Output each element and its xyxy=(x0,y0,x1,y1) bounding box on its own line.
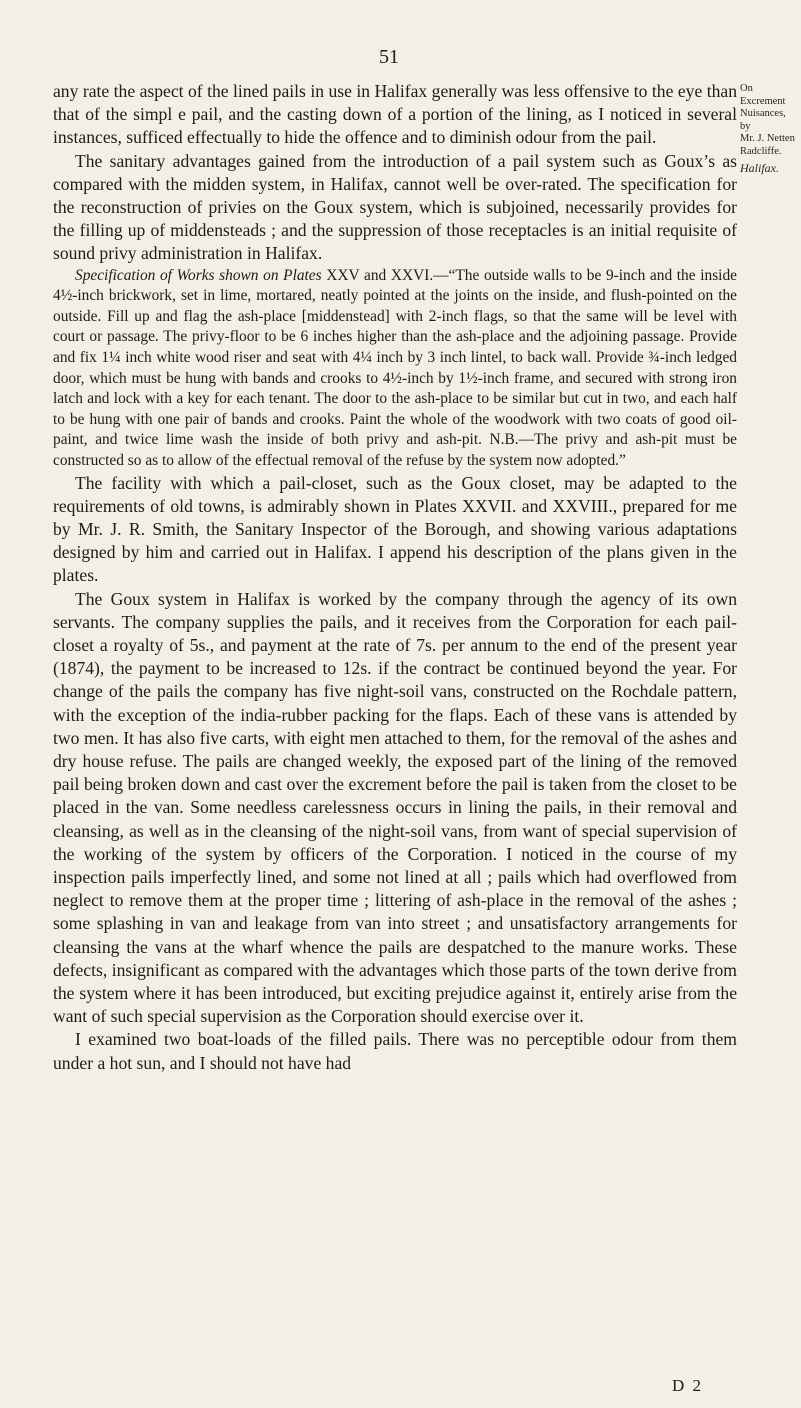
signature-mark: D 2 xyxy=(672,1376,704,1395)
paragraph: any rate the aspect of the lined pails in use in Halifax generally was less offensive to the eye than that of the simpl e pail, and the casting down of a portion of the lining, as I noticed in several instances, sufficed effectually to hide the offence and to diminish odour from the pail. xyxy=(53,81,737,148)
paragraph: The Goux system in Halifax is worked by the company through the agency of its own servants. The company supplies the pails, and it receives from the Corporation for each pail-closet a royalty of 5s., and payment at the rate of 7s. per annum to the end of the present year (1874), the payment to be increased to 12s. if the contract be continued beyond the year. For change of the pails the company has five night-soil vans, constructed on the Rochdale pattern, with the exception of the india-rubber packing for the flaps. Each of these vans is attended by two men. It has also five carts, with eight men attached to them, for the removal of the ashes and dry house refuse. The pails are changed weekly, the exposed part of the lining of the removed pail being broken down and cast over the excrement before the pail is taken from the closet to be placed in the van. Some needless carelessness occurs in lining the pails, in their removal and cleansing, as well as in the cleansing of the night-soil vans, from want of special supervision of the working of the system by officers of the Corporation. I noticed in the course of my inspection pails imperfectly lined, and some not lined at all ; pails which had overflowed from neglect to remove them at the proper time ; littering of ash-place in the removal of the ashes ; some splashing in van and leakage from van into street ; and unsatisfactory arrangements for cleansing the vans at the wharf whence the pails are despatched to the manure works. These defects, insignificant as compared with the advantages which those parts of the town derive from the system where it has been introduced, but exciting prejudice against it, entirely arise from the want of such special supervision as the Corporation should exercise over it. xyxy=(53,588,737,1027)
page-number: 51 xyxy=(379,46,399,68)
main-text xyxy=(53,80,737,1075)
margin-note xyxy=(740,83,798,175)
margin-note-line: Radcliffe. xyxy=(740,145,782,157)
paragraph: The sanitary advantages gained from the introduction of a pail system such as Goux’s as compared with the midden system, in Halifax, cannot well be over-rated. The specification for the reconstruction of privies on the Goux system, which is subjoined, necessarily provides for the filling up of middensteads ; and the suppression of those receptacles is an initial requisite of sound privy administration in Halifax. xyxy=(53,150,737,264)
margin-note-line: Mr. J. Netten xyxy=(740,133,795,144)
margin-note-place: Halifax. xyxy=(740,161,779,175)
margin-note-line: Nuisances, by xyxy=(740,108,786,132)
paragraph: The facility with which a pail-closet, such as the Goux closet, may be adapted to the requirements of old towns, is admirably shown in Plates XXVII. and XXVIII., prepared for me by Mr. J. R. Smith, the Sanitary Inspector of the Borough, and showing various adaptations designed by him and carried out in Halifax. I append his description of the plans given in the plates. xyxy=(53,472,737,586)
paragraph: I examined two boat-loads of the filled pails. There was no perceptible odour from them under a hot sun, and I should not have had xyxy=(53,1029,737,1073)
specification-paragraph xyxy=(53,266,737,472)
margin-note-line: On Excrement xyxy=(740,83,786,107)
specification-body: XXV and XXVI.—“The outside walls to be 9-inch and the inside 4½-inch brickwork, set in lime, mortared, neatly pointed at the joints on the inside, and flush-pointed on the outside. Fill up and flag the ash-place [middenstead] with 2-inch flags, so that the same will be level with court or passage. The privy-floor to be 6 inches higher than the ash-place and the adjoining passage. Provide and fix 1¼ inch white wood riser and seat with 4¼ inch by 3 inch lintel, to back wall. Provide ¾-inch ledged door, which must be hung with bands and crooks to 4½-inch by 1½-inch frame, and secured with strong iron latch and lock with a key for each tenant. The door to the ash-place to be similar but cut in two, and each half to be hung with one pair of bands and crooks. Paint the whole of the woodwork with two coats of good oil-paint, and twice lime wash the inside of both privy and ash-pit. N.B.—The privy and ash-pit must be constructed so as to allow of the effectual removal of the refuse by the system now adopted.” xyxy=(53,266,737,469)
specification-lead: Specification of Works shown on Plates xyxy=(75,266,322,284)
